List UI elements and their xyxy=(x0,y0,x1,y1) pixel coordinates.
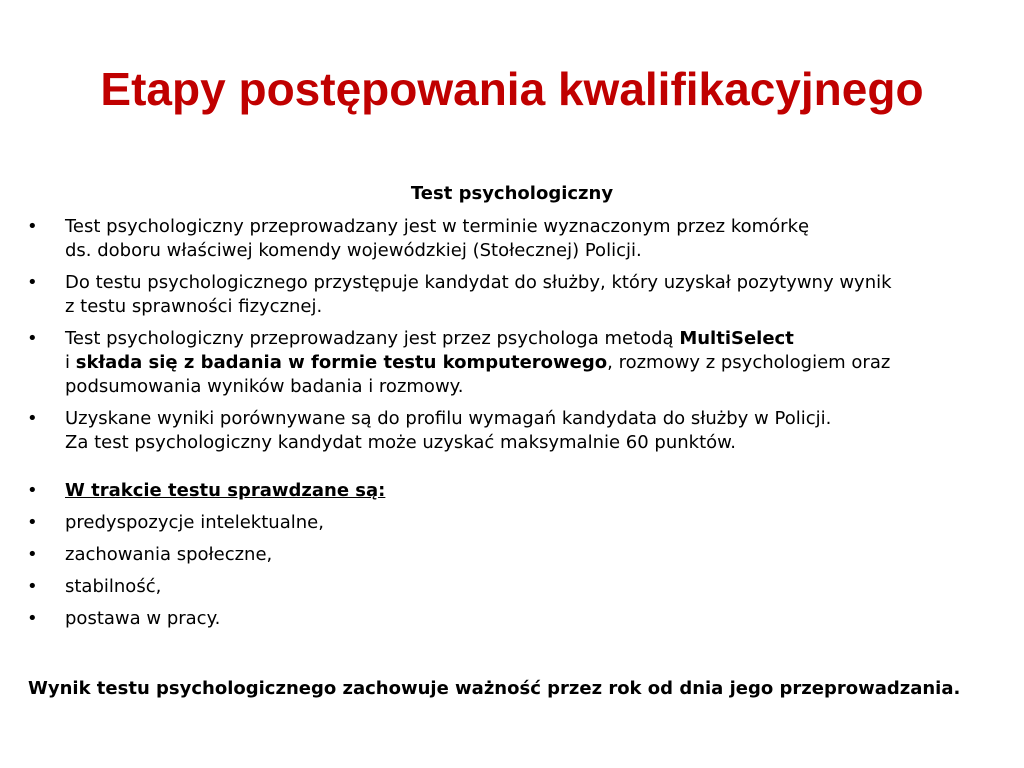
bullet-icon: • xyxy=(27,328,38,349)
bullet-icon: • xyxy=(27,608,38,629)
section-subtitle: Test psychologiczny xyxy=(410,183,614,204)
list-item xyxy=(27,543,1017,567)
bullet-icon: • xyxy=(27,216,38,237)
list-item-text: Test psychologiczny przeprowadzany jest w terminie wyznaczonym przez komórkę xyxy=(65,216,810,237)
list-item xyxy=(27,575,1017,599)
list-item-text xyxy=(65,351,1017,375)
footer-note: Wynik testu psychologicznego zachowuje ważność przez rok od dnia jego przeprowadzania. xyxy=(28,678,961,699)
checks-heading: W trakcie testu sprawdzane są: xyxy=(65,480,386,501)
list-item-text: ds. doboru właściwej komendy wojewódzkiej (Stołecznej) Policji. xyxy=(65,240,642,261)
list-item-text: z testu sprawności fizycznej. xyxy=(65,296,323,317)
bullet-icon: • xyxy=(27,512,38,533)
list-item xyxy=(27,215,1017,263)
list-item-text: postawa w pracy. xyxy=(65,608,221,629)
list-item-text: Uzyskane wyniki porównywane są do profilu wymagań kandydata do służby w Policji. xyxy=(65,408,832,429)
list-item xyxy=(27,511,1017,535)
list-item-text: zachowania społeczne, xyxy=(65,544,273,565)
list-item-text-part: i xyxy=(65,352,76,373)
list-item-text: Do testu psychologicznego przystępuje kandydat do służby, który uzyskał pozytywny wynik xyxy=(65,272,892,293)
list-item-text: Za test psychologiczny kandydat może uzyskać maksymalnie 60 punktów. xyxy=(65,432,736,453)
list-item-text: predyspozycje intelektualne, xyxy=(65,512,324,533)
bullet-icon: • xyxy=(27,480,38,501)
list-item-text: podsumowania wyników badania i rozmowy. xyxy=(65,376,464,397)
list-item xyxy=(27,327,1017,399)
list-item-text: stabilność, xyxy=(65,576,162,597)
list-item xyxy=(27,271,1017,319)
list-item xyxy=(27,607,1017,631)
bullet-icon: • xyxy=(27,408,38,429)
bullet-list xyxy=(27,215,1017,639)
list-item-text xyxy=(65,327,1017,351)
list-item-text-part: Test psychologiczny przeprowadzany jest przez psychologa metodą xyxy=(65,328,680,349)
list-item xyxy=(27,407,1017,455)
slide-title: Etapy postępowania kwalifikacyjnego xyxy=(100,63,924,115)
list-item-text-part: , rozmowy z psychologiem oraz xyxy=(607,352,891,373)
bullet-icon: • xyxy=(27,272,38,293)
bullet-icon: • xyxy=(27,576,38,597)
checks-heading-item xyxy=(27,479,1017,503)
bullet-icon: • xyxy=(27,544,38,565)
emphasis-text: składa się z badania w formie testu komputerowego xyxy=(75,352,608,373)
method-name: MultiSelect xyxy=(679,328,794,349)
